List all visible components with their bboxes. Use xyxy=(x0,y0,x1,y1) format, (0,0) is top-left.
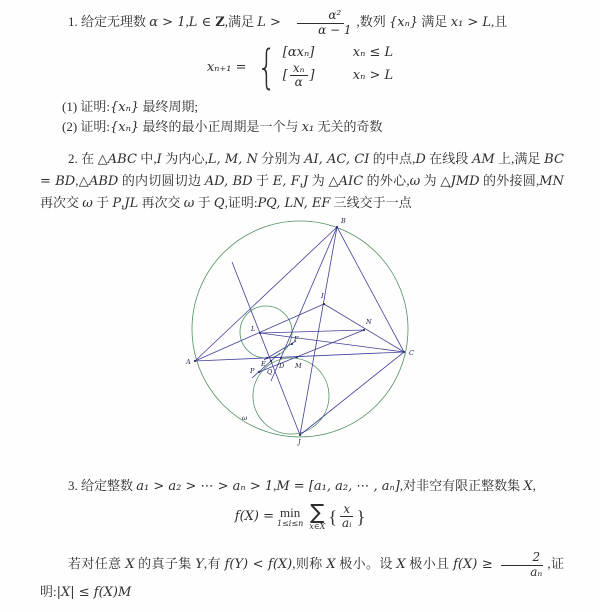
label-B: B xyxy=(341,217,346,225)
piecewise-brace: { xyxy=(256,40,276,94)
piecewise-cases xyxy=(283,45,393,89)
circumcircle-ABC xyxy=(192,221,408,437)
fraction-numerator: x xyxy=(340,503,353,517)
line-BC xyxy=(337,227,404,352)
point-P xyxy=(258,371,260,373)
label-N: N xyxy=(366,318,372,326)
case-1-expression: [αxₙ] xyxy=(282,44,315,60)
label-C: C xyxy=(409,349,414,357)
label-Q: Q xyxy=(267,368,273,376)
label-L: L xyxy=(251,325,256,333)
label-D: D xyxy=(279,362,285,370)
point-E xyxy=(266,357,268,359)
point-B xyxy=(336,226,338,228)
fraction-denominator: aᵢ xyxy=(342,516,352,531)
line-IC xyxy=(324,304,404,352)
inline-fraction: $\frac{\text{xₙ}}{\alpha}$ xyxy=(290,62,308,89)
problem-1-item-2: (2) 证明:{xₙ} 最终的最小正周期是一个与 x₁ 无关的奇数 xyxy=(62,119,383,135)
point-C xyxy=(403,351,405,353)
line-JC xyxy=(300,352,404,435)
fraction xyxy=(339,503,355,530)
line-JLQ-extended xyxy=(232,262,300,435)
label-F: F xyxy=(294,335,299,343)
line-AC xyxy=(195,352,404,361)
sum-operator-block xyxy=(309,500,326,531)
label-M: M xyxy=(295,362,302,370)
label-I: I xyxy=(321,292,324,300)
min-operator-block xyxy=(277,506,303,528)
case-2-condition: xₙ > L xyxy=(352,68,394,83)
min-operator: min xyxy=(280,504,301,520)
point-L xyxy=(259,332,261,334)
min-subscript: 1≤i≤n xyxy=(277,518,304,528)
label-J: J xyxy=(298,438,301,446)
point-I xyxy=(323,303,325,305)
inline-fraction: $\frac{2}{\text{aₙ}}$ xyxy=(499,551,545,578)
formula-lhs: xₙ₊₁ = xyxy=(206,59,247,75)
problem-3-claim: 若对任意 X 的真子集 Y,有 f(Y) < f(X),则称 X 极小。设 X 极小且 f(X) ≥ $\frac{2}{\text{aₙ}}$ ,证明:|X| ≤ f(X)M xyxy=(40,550,564,600)
piecewise-case-2 xyxy=(283,62,393,89)
label-E: E xyxy=(261,360,266,368)
point-F xyxy=(291,343,293,345)
label-A: A xyxy=(186,358,191,366)
point-Q xyxy=(270,360,272,362)
case-2-expression: [ $\frac{\text{xₙ}}{\alpha}$ ] xyxy=(282,60,315,89)
point-D xyxy=(280,357,282,359)
point-A xyxy=(194,360,196,362)
piecewise-case-1 xyxy=(283,45,393,60)
geometry-figure xyxy=(180,214,418,450)
case-1-condition: xₙ ≤ L xyxy=(352,44,394,60)
close-brace: } xyxy=(356,506,366,527)
line-LN xyxy=(260,330,364,333)
problem-3-intro: 3. 给定整数 a₁ > a₂ > ⋯ > aₙ > 1,M = [a₁, a₂, ⋯ , aₙ],对非空有限正整数集 X, xyxy=(68,478,536,494)
problem-2-text: 2. 在 △ABC 中,I 为内心,L, M, N 分别为 AI, AC, CI 的中点,D 在线段 AM 上,满足 BC = BD,△ABD 的内切圆切边 AD, BD 于 E, F,J 为 △AIC 的外心,ω 为 △JMD 的外接圆,MN 再次交 ω 于 P,JL 再次交 ω 于 Q,证明:PQ, LN, EF 三线交于一点 xyxy=(40,151,564,211)
problem-1-formula xyxy=(0,40,600,94)
sum-subscript: x∈X xyxy=(309,521,326,531)
point-N xyxy=(363,329,365,331)
problem-1-item-1: (1) 证明:{xₙ} 最终周期; xyxy=(62,99,199,115)
line-AB xyxy=(195,227,337,361)
sum-operator: ∑ xyxy=(310,500,325,524)
open-brace: { xyxy=(328,506,338,527)
problem-1-intro: 1. 给定无理数 α > 1,L ∈ Z,满足 L > $\frac{\text{α²}}{\alpha - 1}$ ,数列 {xₙ} 满足 x₁ > L,且 xyxy=(68,8,508,37)
label-ω: ω xyxy=(242,414,248,422)
point-J xyxy=(299,434,301,436)
formula-lhs: f(X) = xyxy=(234,509,275,525)
point-M xyxy=(296,356,298,358)
inline-fraction: $\frac{\text{α²}}{\alpha - 1}$ xyxy=(287,9,354,36)
circle-omega xyxy=(253,358,329,434)
line-NMP xyxy=(259,330,364,372)
label-P: P xyxy=(250,367,255,375)
problem-1-subitems xyxy=(62,97,383,137)
problem-3-formula xyxy=(0,500,600,531)
